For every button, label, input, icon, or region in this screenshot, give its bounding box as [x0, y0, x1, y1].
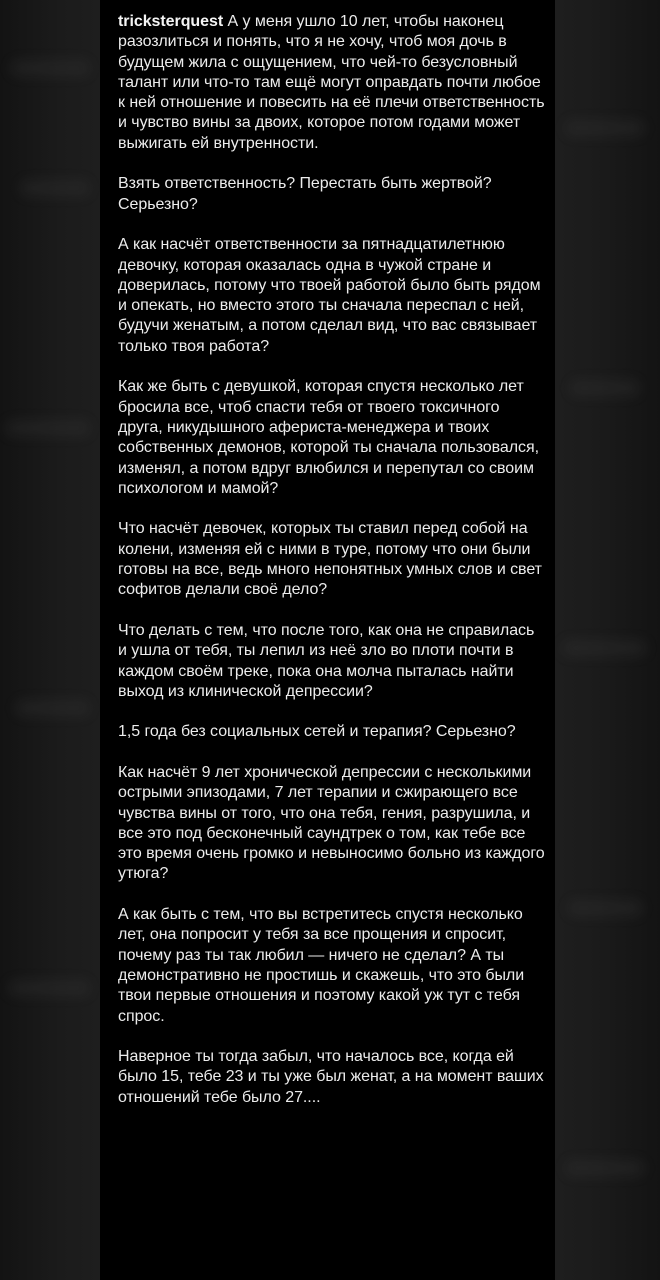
blurred-text-line: [565, 120, 645, 136]
comment-paragraph: Взять ответственность? Перестать быть жертвой? Серьезно?: [118, 175, 492, 213]
blurred-text-line: [5, 420, 90, 436]
comment-paragraph: А как быть с тем, что вы встретитесь спустя несколько лет, она попросит у тебя за все прощения и спросит, почему раз ты так любил — ничего не сделал? А ты демонстративно не простишь и скажешь, что это были твои первые отношения и поэтому какой уж тут с тебя спрос.: [118, 906, 525, 1025]
blurred-text-line: [8, 980, 90, 996]
comment-paragraph: Что насчёт девочек, которых ты ставил перед собой на колени, изменяя ей с ними в туре, потому что они были готовы на все, ведь много непонятных умных слов и свет софитов делали своё дело?: [118, 520, 542, 599]
comment-paragraph: Что делать с тем, что после того, как она не справилась и ушла от тебя, ты лепил из неё зло во плоти почти в каждом своём треке, пока она молча пыталась найти выход из клинической депрессии?: [118, 621, 535, 700]
comment-panel: [100, 0, 555, 1280]
comment-text: А у меня ушло 10 лет, чтобы наконец разозлиться и понять, что я не хочу, чтоб моя дочь в будущем жила с ощущением, что чей-то безусловный талант или что-то там ещё могут оправдать почти любое к ней отношение и повесить на её плечи ответственность и чувство вины за двоих, которое потом годами может выжигать ей внутренности.: [118, 13, 545, 152]
blurred-text-line: [15, 700, 90, 716]
blurred-text-line: [20, 180, 90, 196]
comment-username[interactable]: tricksterquest: [118, 13, 224, 30]
comment-paragraph: Наверное ты тогда забыл, что началось все, когда ей было 15, тебе 23 и ты уже был женат, а на момент ваших отношений тебе было 27....: [118, 1048, 544, 1106]
blurred-text-line: [562, 640, 647, 656]
blurred-text-line: [570, 380, 640, 396]
comment-paragraph: Как же быть с девушкой, которая спустя несколько лет бросила все, чтоб спасти тебя от твоего токсичного друга, никудышного афериста-менеджера и твоих собственных демонов, которой ты сначала пользовался, изменял, а потом вдруг влюбился и перепутал со своим психологом и мамой?: [118, 378, 540, 497]
blurred-text-line: [568, 900, 643, 916]
blurred-text-line: [10, 60, 90, 76]
comment-paragraph: А как насчёт ответственности за пятнадцатилетнюю девочку, которая оказалась одна в чужой стране и доверилась, потому что твоей работой было быть рядом и опекать, но вместо этого ты сначала переспал с ней, будучи женатым, а потом сделал вид, что вас связывает только твоя работа?: [118, 236, 541, 355]
comment-paragraph: 1,5 года без социальных сетей и терапия? Серьезно?: [118, 723, 516, 741]
comment: [118, 12, 547, 1108]
blurred-text-line: [565, 1160, 645, 1176]
comment-paragraph: Как насчёт 9 лет хронической депрессии с несколькими острыми эпизодами, 7 лет терапии и сжирающего все чувства вины от того, что она тебя, гения, разрушила, и все это под бесконечный саундтрек о том, как тебе все это время очень громко и невыносимо больно из каждого утюга?: [118, 763, 545, 883]
comment-paragraph: [118, 12, 547, 154]
